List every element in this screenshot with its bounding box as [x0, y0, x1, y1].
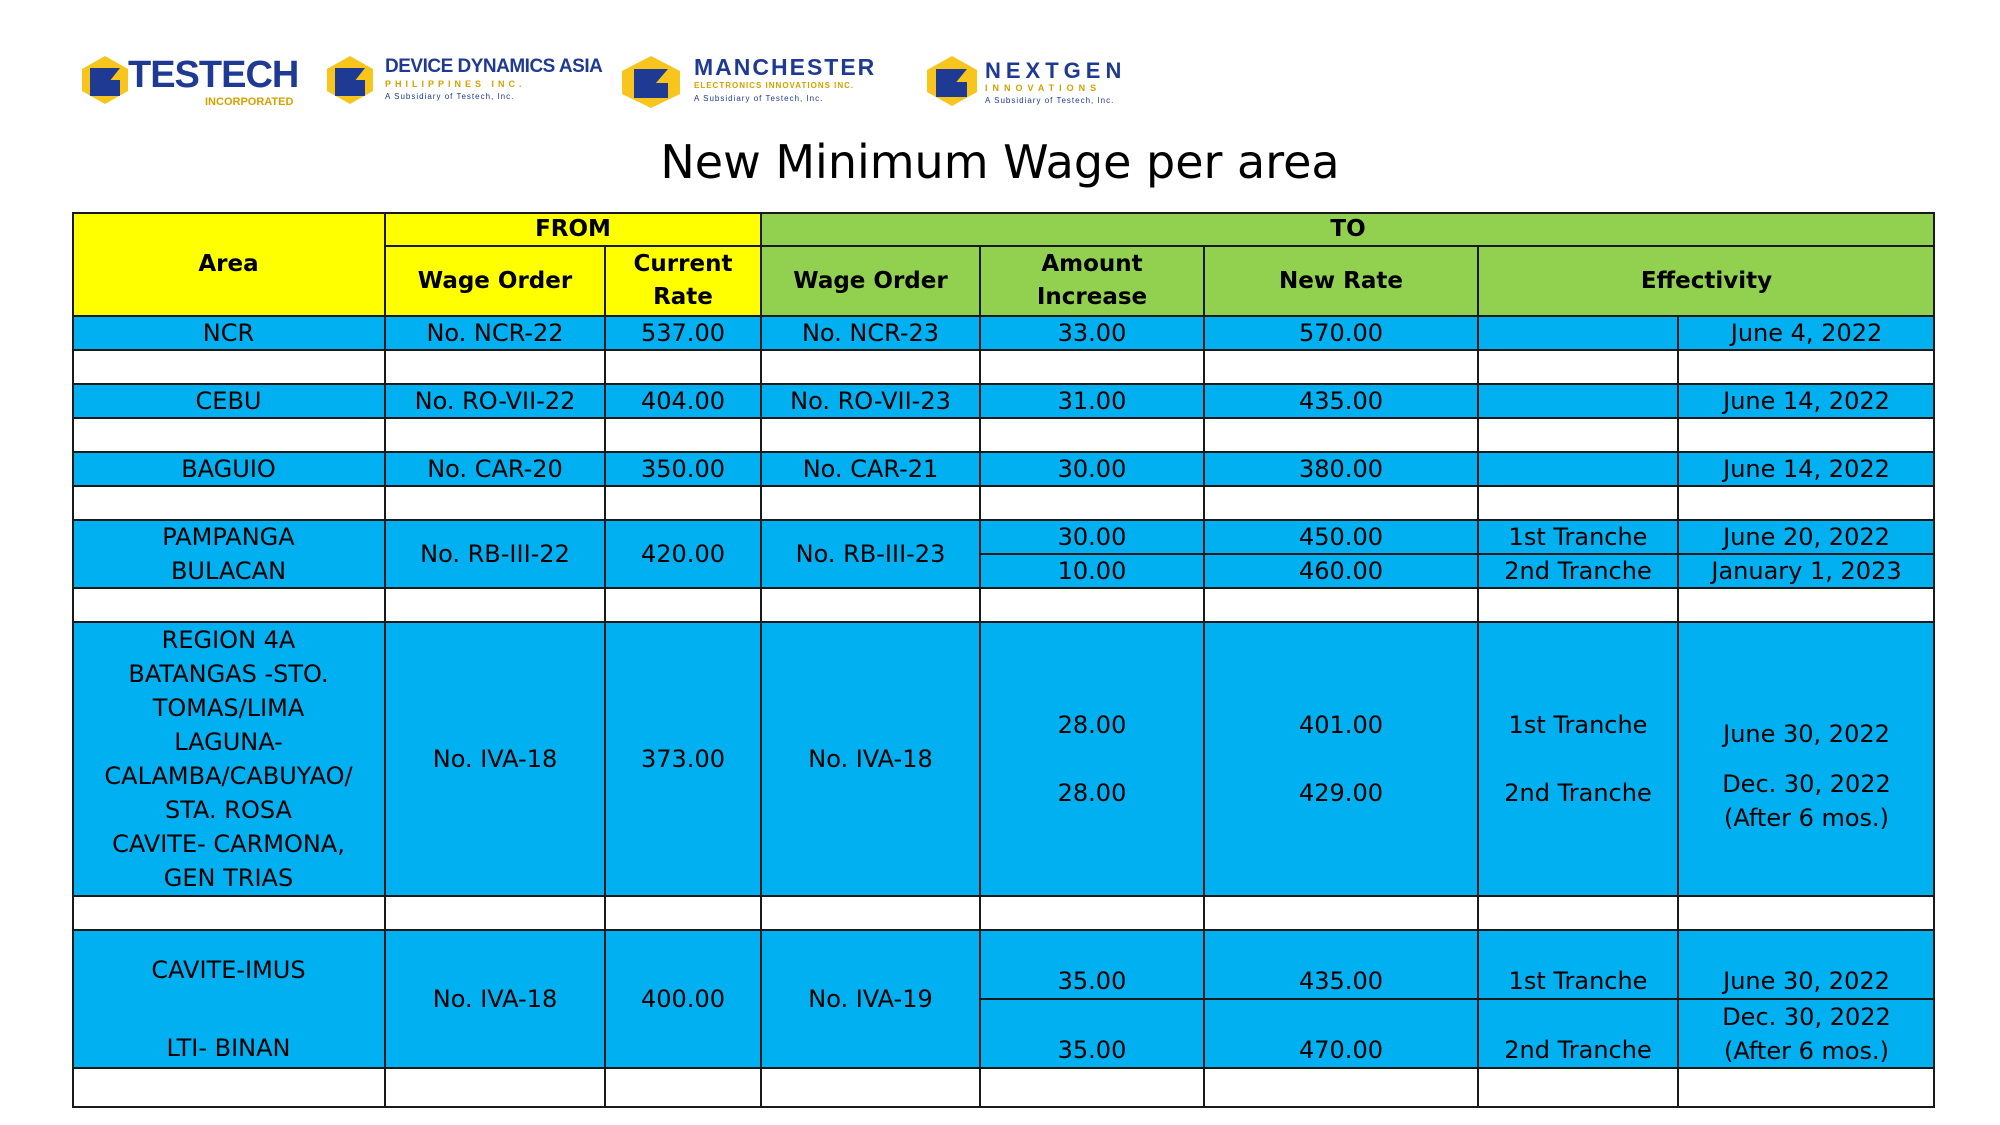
region4a-t2-new-rate: 429.00: [1299, 779, 1383, 807]
spacer-cell: [72, 1068, 385, 1108]
device-dynamics-logo: [325, 50, 603, 120]
ncr-new-rate: 570.00: [1204, 316, 1478, 350]
pampanga-t1-date: June 20, 2022: [1678, 520, 1935, 554]
spacer-cell: [761, 1068, 980, 1108]
testech-sub: INCORPORATED: [205, 96, 294, 108]
cavite-t2-increase: 35.00: [980, 999, 1204, 1068]
cavite-imus-area-line: CAVITE-IMUS: [151, 956, 306, 984]
pampanga-t2-tranche: 2nd Tranche: [1478, 554, 1678, 588]
region4a-from-wage-order: No. IVA-18: [385, 622, 605, 896]
cavite-t1-increase: 35.00: [980, 930, 1204, 999]
spacer-cell: [980, 588, 1204, 622]
header-new-rate: New Rate: [1204, 246, 1478, 316]
wage-table: [72, 212, 1935, 1108]
device-dynamics-sub: A Subsidiary of Testech, Inc.: [385, 92, 515, 101]
cebu-new-rate: 435.00: [1204, 384, 1478, 418]
cavite-t2-date-line1: Dec. 30, 2022: [1722, 1002, 1891, 1031]
region4a-date: [1678, 622, 1935, 896]
region4a-area-line: CALAMBA/CABUYAO/: [104, 762, 353, 790]
spacer-cell: [385, 350, 605, 384]
cavite-t2-new-rate: 470.00: [1204, 999, 1478, 1068]
cavite-to-wage-order: No. IVA-19: [761, 930, 980, 1068]
pampanga-t2-date: January 1, 2023: [1678, 554, 1935, 588]
manchester-logo-icon: [620, 54, 682, 110]
testech-logo-icon: [80, 54, 130, 106]
spacer-cell: [385, 486, 605, 520]
header-to: TO: [761, 212, 1935, 246]
cavite-from-wage-order: No. IVA-18: [385, 930, 605, 1068]
ncr-date: June 4, 2022: [1678, 316, 1935, 350]
header-current-rate-line1: Current: [633, 251, 733, 277]
baguio-date: June 14, 2022: [1678, 452, 1935, 486]
spacer-cell: [72, 896, 385, 930]
spacer-cell: [1204, 588, 1478, 622]
region4a-t1-tranche: 1st Tranche: [1508, 711, 1648, 739]
spacer-cell: [1204, 350, 1478, 384]
spacer-cell: [72, 588, 385, 622]
lti-binan-area-line: LTI- BINAN: [166, 1034, 291, 1062]
baguio-new-rate: 380.00: [1204, 452, 1478, 486]
cavite-current-rate: 400.00: [605, 930, 761, 1068]
region4a-area-line: TOMAS/LIMA: [152, 694, 305, 722]
region4a-area-line: STA. ROSA: [165, 796, 292, 824]
device-dynamics-name: DEVICE DYNAMICS ASIA: [385, 56, 603, 77]
spacer-cell: [605, 588, 761, 622]
page-title: New Minimum Wage per area: [660, 135, 1340, 189]
baguio-increase: 30.00: [980, 452, 1204, 486]
region4a-increase: [980, 622, 1204, 896]
header-from-wage-order: Wage Order: [385, 246, 605, 316]
header-current-rate-line2: Rate: [653, 284, 713, 310]
region4a-new-rate: [1204, 622, 1478, 896]
spacer-cell: [980, 350, 1204, 384]
region4a-t2-tranche: 2nd Tranche: [1504, 779, 1652, 807]
spacer-cell: [72, 418, 385, 452]
region4a-area-line: CAVITE- CARMONA,: [112, 830, 345, 858]
baguio-tranche: [1478, 452, 1678, 486]
baguio-to-wage-order: No. CAR-21: [761, 452, 980, 486]
cavite-area: [72, 930, 385, 1068]
spacer-cell: [1678, 350, 1935, 384]
pampanga-t1-new-rate: 450.00: [1204, 520, 1478, 554]
testech-logo: [80, 50, 299, 120]
cebu-area: CEBU: [72, 384, 385, 418]
cebu-increase: 31.00: [980, 384, 1204, 418]
ncr-area: NCR: [72, 316, 385, 350]
spacer-cell: [1204, 896, 1478, 930]
region4a-t2-date-line1: Dec. 30, 2022: [1722, 770, 1891, 798]
pampanga-to-wage-order: No. RB-III-23: [761, 520, 980, 588]
spacer-cell: [980, 418, 1204, 452]
region4a-area-line: LAGUNA-: [174, 728, 283, 756]
spacer-cell: [761, 896, 980, 930]
spacer-cell: [1678, 486, 1935, 520]
pampanga-area-line: PAMPANGA: [162, 523, 295, 551]
spacer-cell: [385, 1068, 605, 1108]
spacer-cell: [72, 350, 385, 384]
cavite-t1-tranche: 1st Tranche: [1478, 930, 1678, 999]
cebu-date: June 14, 2022: [1678, 384, 1935, 418]
spacer-cell: [605, 418, 761, 452]
spacer-cell: [1204, 486, 1478, 520]
cebu-tranche: [1478, 384, 1678, 418]
header-area: Area: [72, 212, 385, 316]
spacer-cell: [605, 486, 761, 520]
pampanga-t2-new-rate: 460.00: [1204, 554, 1478, 588]
region4a-t1-date: June 30, 2022: [1723, 720, 1890, 748]
header-to-wage-order: Wage Order: [761, 246, 980, 316]
spacer-cell: [980, 896, 1204, 930]
region4a-t2-increase: 28.00: [1057, 779, 1127, 807]
bulacan-area-line: BULACAN: [170, 557, 287, 585]
spacer-cell: [980, 1068, 1204, 1108]
spacer-cell: [1478, 350, 1678, 384]
baguio-from-wage-order: No. CAR-20: [385, 452, 605, 486]
region4a-t1-new-rate: 401.00: [1299, 711, 1383, 739]
logo-bar: [80, 50, 1180, 120]
header-from: FROM: [385, 212, 761, 246]
spacer-cell: [761, 486, 980, 520]
spacer-cell: [385, 588, 605, 622]
ncr-increase: 33.00: [980, 316, 1204, 350]
region4a-area-line: REGION 4A: [161, 626, 296, 654]
manchester-logo: [620, 50, 920, 120]
spacer-cell: [761, 418, 980, 452]
cavite-t2-date: [1678, 999, 1935, 1068]
region4a-tranche: [1478, 622, 1678, 896]
spacer-cell: [1478, 418, 1678, 452]
region4a-to-wage-order: No. IVA-18: [761, 622, 980, 896]
baguio-area: BAGUIO: [72, 452, 385, 486]
region4a-area-line: GEN TRIAS: [163, 864, 294, 892]
spacer-cell: [980, 486, 1204, 520]
spacer-cell: [761, 588, 980, 622]
spacer-cell: [1678, 1068, 1935, 1108]
region4a-t2-date-line2: (After 6 mos.): [1723, 804, 1890, 832]
pampanga-current-rate: 420.00: [605, 520, 761, 588]
spacer-cell: [605, 1068, 761, 1108]
testech-name: TESTECH: [128, 54, 299, 96]
spacer-cell: [605, 896, 761, 930]
header-amount-increase-line2: Increase: [1036, 284, 1148, 310]
cebu-to-wage-order: No. RO-VII-23: [761, 384, 980, 418]
nextgen-line2: INNOVATIONS: [985, 83, 1102, 93]
baguio-current-rate: 350.00: [605, 452, 761, 486]
manchester-sub: A Subsidiary of Testech, Inc.: [694, 94, 824, 103]
spacer-cell: [1478, 588, 1678, 622]
ncr-to-wage-order: No. NCR-23: [761, 316, 980, 350]
cebu-current-rate: 404.00: [605, 384, 761, 418]
spacer-cell: [1204, 418, 1478, 452]
header-current-rate: [605, 246, 761, 316]
header-amount-increase-line1: Amount: [1041, 251, 1143, 277]
region4a-area: [72, 622, 385, 896]
spacer-cell: [605, 350, 761, 384]
cebu-from-wage-order: No. RO-VII-22: [385, 384, 605, 418]
spacer-cell: [1678, 896, 1935, 930]
nextgen-name: NEXTGEN: [985, 58, 1127, 83]
header-amount-increase: [980, 246, 1204, 316]
pampanga-t1-increase: 30.00: [980, 520, 1204, 554]
manchester-name: MANCHESTER: [694, 54, 877, 80]
spacer-cell: [72, 486, 385, 520]
cavite-t1-new-rate: 435.00: [1204, 930, 1478, 999]
pampanga-from-wage-order: No. RB-III-22: [385, 520, 605, 588]
pampanga-area: [72, 520, 385, 588]
ncr-from-wage-order: No. NCR-22: [385, 316, 605, 350]
nextgen-logo-icon: [925, 54, 979, 108]
region4a-area-line: BATANGAS -STO.: [128, 660, 329, 688]
spacer-cell: [1204, 1068, 1478, 1108]
spacer-cell: [385, 896, 605, 930]
manchester-line2: ELECTRONICS INNOVATIONS INC.: [694, 81, 855, 90]
spacer-cell: [1678, 588, 1935, 622]
ncr-current-rate: 537.00: [605, 316, 761, 350]
cavite-t2-date-line2: (After 6 mos.): [1723, 1036, 1890, 1065]
region4a-current-rate: 373.00: [605, 622, 761, 896]
spacer-cell: [1478, 1068, 1678, 1108]
cavite-t1-date: June 30, 2022: [1678, 930, 1935, 999]
cavite-t2-tranche: 2nd Tranche: [1478, 999, 1678, 1068]
nextgen-sub: A Subsidiary of Testech, Inc.: [985, 96, 1115, 105]
nextgen-logo: [925, 50, 1165, 120]
spacer-cell: [1678, 418, 1935, 452]
device-dynamics-line2: PHILIPPINES INC.: [385, 79, 526, 89]
spacer-cell: [385, 418, 605, 452]
header-effectivity: Effectivity: [1478, 246, 1935, 316]
ncr-tranche: [1478, 316, 1678, 350]
pampanga-t1-tranche: 1st Tranche: [1478, 520, 1678, 554]
region4a-t1-increase: 28.00: [1057, 711, 1127, 739]
spacer-cell: [761, 350, 980, 384]
spacer-cell: [1478, 896, 1678, 930]
pampanga-t2-increase: 10.00: [980, 554, 1204, 588]
device-dynamics-logo-icon: [325, 54, 375, 106]
spacer-cell: [1478, 486, 1678, 520]
